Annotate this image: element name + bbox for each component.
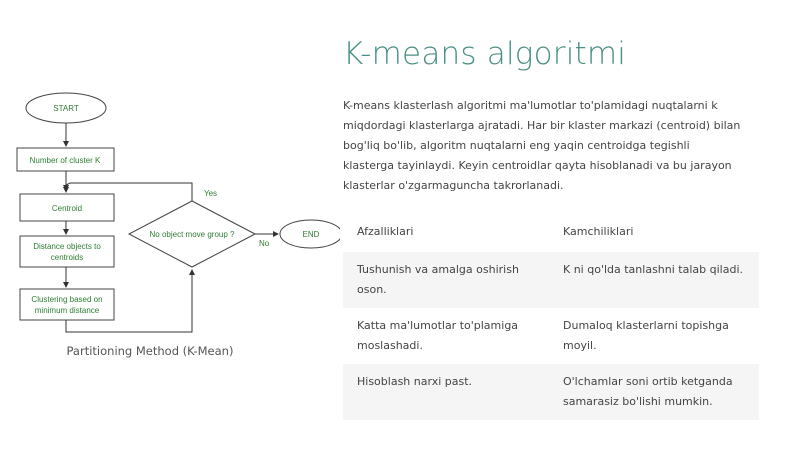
yes-label: Yes — [204, 189, 218, 198]
clustering-label-line1: Clustering based on — [31, 295, 103, 304]
header-disadvantages: Kamchiliklari — [563, 225, 634, 238]
table-row — [343, 252, 759, 308]
distance-label-line2: centroids — [50, 253, 84, 262]
number-of-cluster-label: Number of cluster K — [29, 156, 101, 165]
distance-label-line1: Distance objects to — [33, 242, 101, 251]
header-advantages: Afzalliklari — [357, 225, 414, 238]
end-label: END — [302, 230, 320, 239]
advantage-cell: Tushunish va amalga oshirish oson. — [343, 252, 549, 308]
disadvantage-cell: K ni qo'lda tanlashni talab qiladi. — [549, 252, 759, 308]
start-label: START — [53, 104, 79, 113]
page-title: K-means algoritmi — [343, 36, 627, 72]
no-label: No — [259, 239, 270, 248]
advantage-cell: Hisoblash narxi past. — [343, 364, 549, 420]
clustering-node — [20, 289, 114, 320]
centroid-label: Centroid — [51, 204, 83, 213]
disadvantage-cell: O'lchamlar soni ortib ketganda samarasiz bo'lishi mumkin. — [549, 364, 759, 420]
pros-cons-table — [343, 214, 759, 420]
advantage-cell: Katta ma'lumotlar to'plamiga moslashadi. — [357, 319, 519, 352]
decision-label: No object move group ? — [149, 230, 235, 239]
kmeans-flowchart — [0, 0, 340, 450]
flowchart-svg — [0, 0, 340, 350]
clustering-label-line2: minimum distance — [34, 306, 100, 315]
intro-paragraph: K-means klasterlash algoritmi ma'lumotlar to'plamidagi nuqtalarni k miqdordagi klasterlarga ajratadi. Har bir klaster markazi (centroid) bilan bog'liq bo'lib, algoritm nuqtalarni eng yaqin centroidga tegishli klasterga tayinlaydi. Keyin centroidlar qayta hisoblanadi va bu jarayon klasterlar o'zgarmaguncha takrorlanadi. — [343, 99, 741, 192]
table-header-row — [343, 214, 759, 252]
disadvantage-cell: Dumaloq klasterlarni topishga moyil. — [563, 319, 729, 352]
table-row — [343, 308, 759, 364]
distance-node — [20, 236, 114, 267]
table-row — [343, 364, 759, 420]
diagram-caption: Partitioning Method (K-Mean) — [66, 344, 234, 358]
